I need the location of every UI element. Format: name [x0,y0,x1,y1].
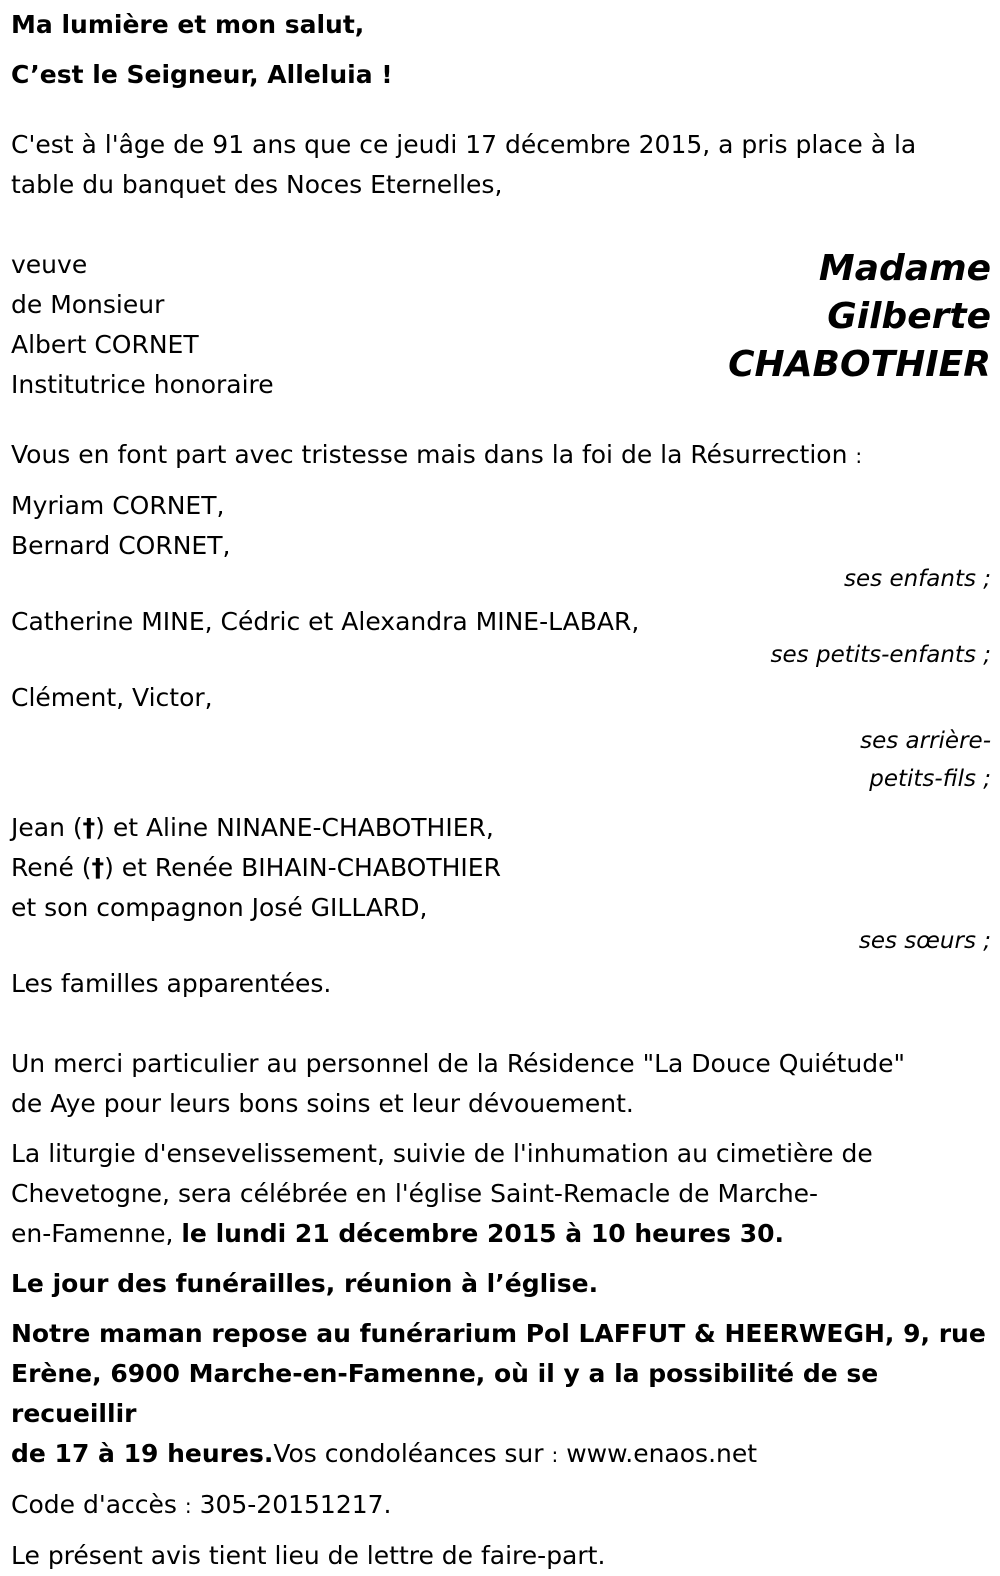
children-relation: ses enfants ; [844,566,991,592]
liturgy-line-1: La liturgie d'ensevelissement, suivie de l'inhumation au cimetière de [11,1139,873,1168]
cross-icon: † [82,813,96,842]
of-label: de Monsieur [11,290,165,319]
deceased-name [728,245,991,389]
thanks-block [11,1044,991,1124]
access-code-colon: : [184,1494,192,1518]
grandchild-names: Catherine MINE, Cédric et Alexandra MINE-LABAR, [11,607,640,636]
deceased-first-name: Gilberte [827,296,991,337]
access-code [11,1485,991,1526]
sister-name-part: Jean ( [11,813,83,842]
cross-icon: † [91,853,105,882]
funeral-meeting: Le jour des funérailles, réunion à l’église. [11,1269,599,1298]
funerarium-block [11,1314,991,1475]
sister-line-2 [11,848,991,888]
liturgy-date: le lundi 21 décembre 2015 à 10 heures 30. [181,1219,785,1248]
condolences-label: Vos condoléances sur [273,1439,544,1468]
great-grandchildren-relation-line-2: petits-fils ; [869,766,991,792]
header-verse-line-2: C’est le Seigneur, Alleluia ! [11,60,393,89]
sister-line-1 [11,808,991,848]
deceased-title: Madame [818,248,991,289]
sister-name-part: René ( [11,853,92,882]
thanks-line-1: Un merci particulier au personnel de la Résidence "La Douce Quiétude" [11,1049,905,1078]
thanks-line-2: de Aye pour leurs bons soins et leur dévouement. [11,1089,634,1118]
condolences-url[interactable]: www.enaos.net [566,1439,758,1468]
grandchildren-relation: ses petits-enfants ; [770,642,991,668]
access-code-value: 305-20151217. [199,1490,392,1519]
families-line: Les familles apparentées. [11,969,332,998]
intro-block [11,125,991,205]
deceased-block [11,245,991,405]
great-grandchild-names: Clément, Victor, [11,683,213,712]
grandchildren-group [11,602,991,668]
access-code-label: Code d'accès [11,1490,177,1519]
husband-name: Albert CORNET [11,330,199,359]
deceased-last-name: CHABOTHIER [728,344,991,385]
funerarium-line-3 [11,1434,991,1475]
sister-name-part: ) et Renée BIHAIN-CHABOTHIER [104,853,501,882]
announcement-colon: : [855,444,863,468]
intro-line-2: table du banquet des Noces Eternelles, [11,170,503,199]
sister-name-part: ) et Aline NINANE-CHABOTHIER, [95,813,494,842]
child-name: Myriam CORNET, [11,491,225,520]
deceased-details [11,245,274,405]
great-grandchildren-relation-line-1: ses arrière- [860,728,991,754]
liturgy-line-3 [11,1214,991,1254]
widow-label: veuve [11,250,88,279]
footer-note: Le présent avis tient lieu de lettre de faire-part. [11,1541,606,1570]
funerarium-line-1: Notre maman repose au funérarium Pol LAFFUT & HEERWEGH, 9, rue [11,1319,986,1348]
announcement [11,435,991,476]
header-verse-line-1: Ma lumière et mon salut, [11,10,365,39]
intro-line-1: C'est à l'âge de 91 ans que ce jeudi 17 décembre 2015, a pris place à la [11,130,917,159]
obituary-notice [11,5,991,1576]
sisters-relation: ses sœurs ; [858,928,991,954]
great-grandchildren-group [11,678,991,798]
sisters-group [11,808,991,954]
child-name: Bernard CORNET, [11,531,231,560]
funerarium-line-2: Erène, 6900 Marche-en-Famenne, où il y a la possibilité de se recueillir [11,1359,879,1428]
condolences-colon: : [551,1443,559,1467]
liturgy-block [11,1134,991,1254]
sister-line-3: et son compagnon José GILLARD, [11,893,428,922]
visiting-hours: de 17 à 19 heures. [11,1439,274,1468]
children-group [11,486,991,592]
announcement-text: Vous en font part avec tristesse mais dans la foi de la Résurrection [11,440,848,469]
liturgy-place: en-Famenne, [11,1219,182,1248]
profession: Institutrice honoraire [11,370,274,399]
liturgy-line-2: Chevetogne, sera célébrée en l'église Saint-Remacle de Marche- [11,1179,819,1208]
